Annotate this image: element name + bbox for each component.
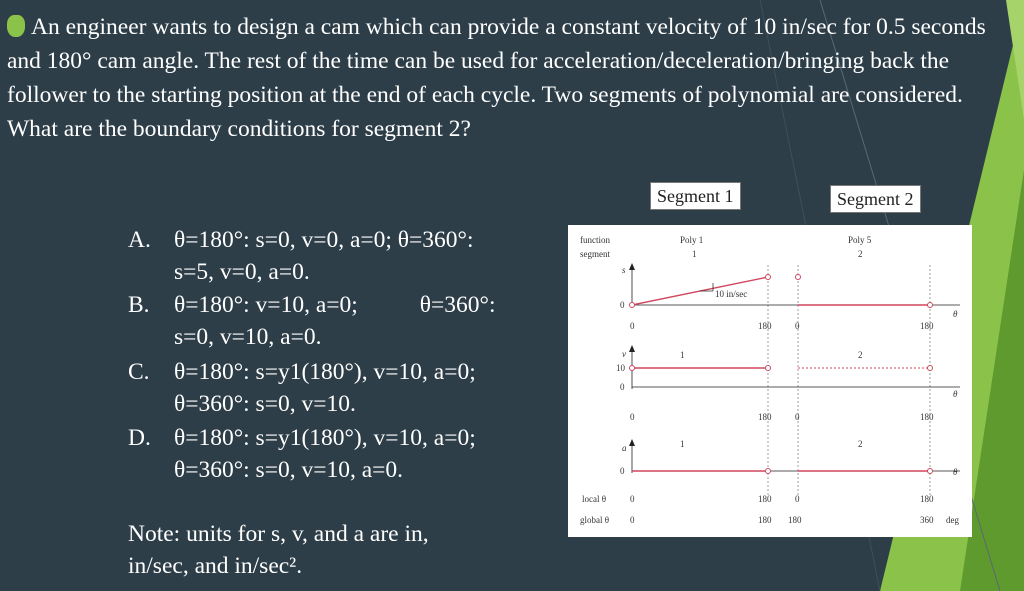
local-tick-0: 0 (630, 494, 635, 504)
poly1-title: Poly 1 (680, 235, 704, 245)
a-axis-arrow (629, 439, 635, 446)
option-a[interactable] (128, 224, 474, 288)
segment-1-label: Segment 1 (650, 182, 741, 210)
v-axis-label: v (622, 349, 626, 359)
global-tick-180: 180 (758, 515, 772, 525)
v-zero-tick: 0 (620, 382, 625, 392)
units-note (128, 518, 548, 582)
v-ten-tick: 10 (616, 363, 625, 373)
local-tick-180: 180 (758, 494, 772, 504)
note-line-1: Note: units for s, v, and a are in, (128, 521, 429, 547)
global-tick-0: 0 (630, 515, 635, 525)
local-tick-180-seg2: 180 (920, 494, 934, 504)
v-tick-180-seg2: 180 (920, 412, 934, 422)
svaj-diagram (568, 225, 972, 537)
option-line-2: s=0, v=10, a=0. (174, 324, 322, 350)
s-tick-180: 180 (758, 321, 772, 331)
v-tick-0-seg2: 0 (795, 412, 800, 422)
function-label: function (580, 235, 610, 245)
s-tick-180-seg2: 180 (920, 321, 934, 331)
option-line-1b: θ=360°: (419, 292, 496, 318)
s-point-seg2-start (796, 275, 801, 280)
slope-label: 10 in/sec (715, 289, 748, 299)
v-seg-num-1: 1 (680, 350, 685, 360)
option-line-2: θ=360°: s=0, v=10. (174, 391, 356, 417)
option-line-1: θ=180°: s=y1(180°), v=10, a=0; (174, 359, 476, 385)
option-letter: A. (128, 227, 151, 253)
global-tick-360: 360 (920, 515, 934, 525)
deg-unit: deg (946, 515, 959, 525)
poly5-number: 2 (858, 249, 863, 259)
option-line-2: θ=360°: s=0, v=10, a=0. (174, 457, 404, 483)
option-b[interactable] (128, 289, 495, 353)
a-seg-num-2: 2 (858, 439, 863, 449)
option-c[interactable] (128, 356, 476, 420)
a-zero-tick: 0 (620, 466, 625, 476)
segment-2-label: Segment 2 (830, 185, 921, 213)
v-point-seg2-end (928, 366, 933, 371)
option-letter: D. (128, 425, 151, 451)
s-axis-label: s (622, 265, 626, 275)
option-line-2: s=5, v=0, a=0. (174, 259, 310, 285)
s-point-seg2-end (928, 303, 933, 308)
a-axis-label: a (622, 443, 627, 453)
option-line-1: θ=180°: s=y1(180°), v=10, a=0; (174, 425, 476, 451)
v-tick-0: 0 (630, 412, 635, 422)
s-theta-label: θ (953, 309, 958, 319)
option-line-1: θ=180°: s=0, v=0, a=0; θ=360°: (174, 227, 474, 253)
a-point-180 (766, 469, 771, 474)
s-axis-arrow (629, 263, 635, 270)
v-theta-label: θ (953, 389, 958, 399)
option-letter: B. (128, 292, 150, 318)
local-theta-label: local θ (582, 494, 607, 504)
v-axis-arrow (629, 345, 635, 352)
v-tick-180: 180 (758, 412, 772, 422)
option-letter: C. (128, 359, 150, 385)
option-line-1a: θ=180°: v=10, a=0; (174, 292, 358, 318)
s-tick-0-seg2: 0 (795, 321, 800, 331)
question-body: An engineer wants to design a cam which can provide a constant velocity of 10 in/sec for 0.5 seconds and 180° cam angle. The rest of the time can be used for acceleration/deceleration/bringing back the follower to the starting position at the end of each cycle. Two segments of polynomial are considered. What are the boundary conditions for segment 2? (7, 14, 986, 142)
question-text (7, 10, 1017, 146)
segment-label: segment (580, 249, 610, 259)
v-point-180 (766, 366, 771, 371)
a-theta-label: θ (953, 467, 958, 477)
s-tick-0: 0 (630, 321, 635, 331)
v-seg-num-2: 2 (858, 350, 863, 360)
a-seg-num-1: 1 (680, 439, 685, 449)
poly1-number: 1 (692, 249, 697, 259)
pencil-bullet-icon (7, 15, 25, 37)
poly5-title: Poly 5 (848, 235, 872, 245)
local-tick-0-seg2: 0 (795, 494, 800, 504)
s-zero-tick: 0 (620, 300, 625, 310)
a-point-seg2-end (928, 469, 933, 474)
note-line-2: in/sec, and in/sec². (128, 553, 303, 579)
s-point-180 (766, 275, 771, 280)
v-point-0 (630, 366, 635, 371)
s-point-0 (630, 303, 635, 308)
global-tick-180-b: 180 (788, 515, 802, 525)
option-d[interactable] (128, 422, 476, 486)
global-theta-label: global θ (580, 515, 610, 525)
